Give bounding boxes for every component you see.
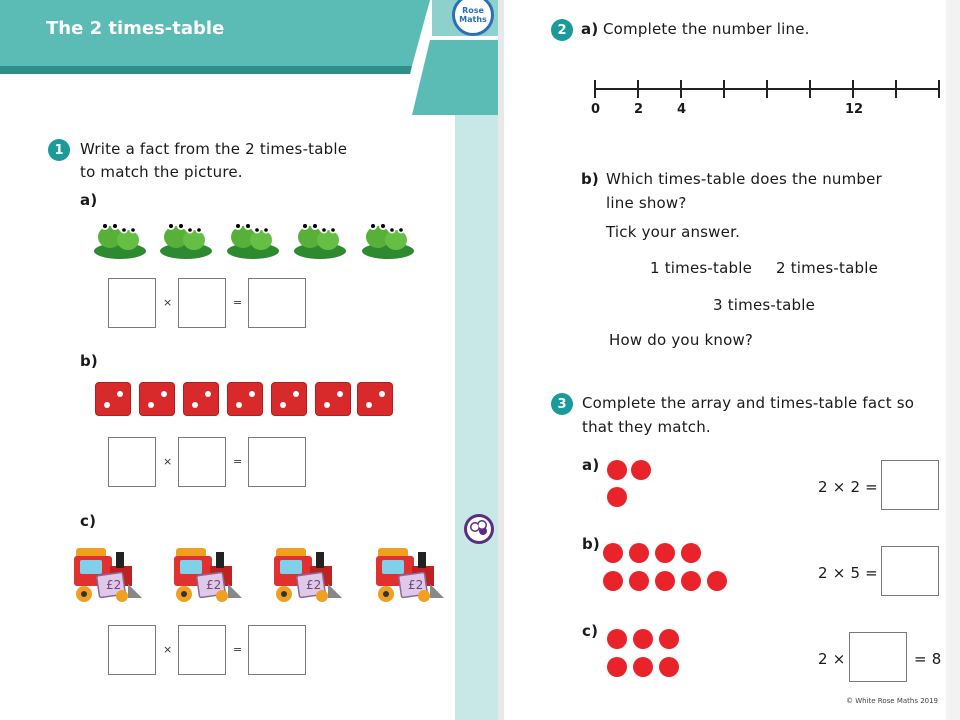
q1b-factor2-box[interactable] <box>178 437 226 487</box>
q3c-answer-box[interactable] <box>849 632 907 682</box>
array-dot <box>655 571 675 591</box>
q2b-follow-up: How do you know? <box>609 331 754 349</box>
die <box>271 382 307 416</box>
array-dot <box>633 629 653 649</box>
q2a-label: a) <box>581 20 599 38</box>
array-dot <box>629 543 649 563</box>
q1c-factor1-box[interactable] <box>108 625 156 675</box>
array-dot <box>707 571 727 591</box>
question-2-badge: 2 <box>551 19 573 41</box>
q3b-answer-box[interactable] <box>881 546 939 596</box>
q1b-factor1-box[interactable] <box>108 437 156 487</box>
q1a-product-box[interactable] <box>248 278 306 328</box>
q3c-fact-left: 2 × <box>818 650 846 668</box>
array-dot <box>681 571 701 591</box>
price-tag: £2 <box>408 578 424 592</box>
array-dot <box>607 460 627 480</box>
price-tag: £2 <box>306 578 322 592</box>
array-dot <box>659 657 679 677</box>
q1c-label: c) <box>80 512 97 530</box>
q1-instruction-line2: to match the picture. <box>80 163 243 181</box>
q1a-label: a) <box>80 191 98 209</box>
q2b-text-line1: Which times-table does the number <box>606 170 882 188</box>
array-dot <box>607 629 627 649</box>
q1b-label: b) <box>80 352 98 370</box>
die <box>357 382 393 416</box>
array-dot <box>681 543 701 563</box>
q1c-product-box[interactable] <box>248 625 306 675</box>
q1a-factor2-box[interactable] <box>178 278 226 328</box>
number-line-tick <box>852 80 854 98</box>
q3c-fact-right: = 8 <box>914 650 942 668</box>
q3b-label: b) <box>582 535 600 553</box>
array-dot <box>603 571 623 591</box>
option-3-times-table[interactable]: 3 times-table <box>713 296 816 314</box>
die <box>139 382 175 416</box>
times-sign: × <box>163 643 173 656</box>
die <box>315 382 351 416</box>
q2b-text-line2: line show? <box>606 194 687 212</box>
number-line-tick <box>766 80 768 98</box>
q3-instruction-line2: that they match. <box>582 418 711 436</box>
train-engines-illustration <box>70 540 450 606</box>
die <box>183 382 219 416</box>
q1a-factor1-box[interactable] <box>108 278 156 328</box>
array-dot <box>629 571 649 591</box>
q3b-fact: 2 × 5 = <box>818 564 878 582</box>
number-line-tick <box>594 80 596 98</box>
number-line-label-0: 0 <box>591 102 601 117</box>
q3-instruction-line1: Complete the array and times-table fact so <box>582 394 915 412</box>
times-sign: × <box>163 455 173 468</box>
number-line-tick <box>895 80 897 98</box>
number-line-tick <box>723 80 725 98</box>
number-line-tick <box>680 80 682 98</box>
price-tag: £2 <box>206 578 222 592</box>
question-1-badge: 1 <box>48 139 70 161</box>
q1b-product-box[interactable] <box>248 437 306 487</box>
q2b-tick-prompt: Tick your answer. <box>606 223 741 241</box>
number-line-label-12: 12 <box>845 102 864 117</box>
q3a-label: a) <box>582 456 600 474</box>
q3a-answer-box[interactable] <box>881 460 939 510</box>
frog-picture-row <box>92 213 422 263</box>
copyright-footer: © White Rose Maths 2019 <box>846 697 939 705</box>
page-title: The 2 times-table <box>46 18 225 39</box>
option-1-times-table[interactable]: 1 times-table <box>650 259 753 277</box>
array-dot <box>603 543 623 563</box>
q1-instruction-line1: Write a fact from the 2 times-table <box>80 140 348 158</box>
number-line-tick <box>637 80 639 98</box>
die <box>227 382 263 416</box>
array-dot <box>607 657 627 677</box>
array-dot <box>607 487 627 507</box>
number-line-tick <box>809 80 811 98</box>
number-line-label-2: 2 <box>634 102 644 117</box>
number-line-label-4: 4 <box>677 102 687 117</box>
times-sign: × <box>163 296 173 309</box>
q3c-label: c) <box>582 622 599 640</box>
question-3-badge: 3 <box>551 393 573 415</box>
array-dot <box>659 629 679 649</box>
number-line-tick <box>938 80 940 98</box>
array-dot <box>633 657 653 677</box>
q2a-text: Complete the number line. <box>603 20 810 38</box>
array-dot <box>655 543 675 563</box>
equals-sign: = <box>233 643 243 656</box>
thinking-cloud-icon <box>462 512 496 546</box>
price-tag: £2 <box>106 578 122 592</box>
array-dot <box>631 460 651 480</box>
option-2-times-table[interactable]: 2 times-table <box>776 259 879 277</box>
frog-pairs-illustration <box>92 213 422 263</box>
white-rose-maths-logo: Rose Maths <box>452 0 494 36</box>
q1c-factor2-box[interactable] <box>178 625 226 675</box>
q2b-label: b) <box>581 170 599 188</box>
equals-sign: = <box>233 455 243 468</box>
equals-sign: = <box>233 296 243 309</box>
die <box>95 382 131 416</box>
q3a-fact: 2 × 2 = <box>818 478 878 496</box>
